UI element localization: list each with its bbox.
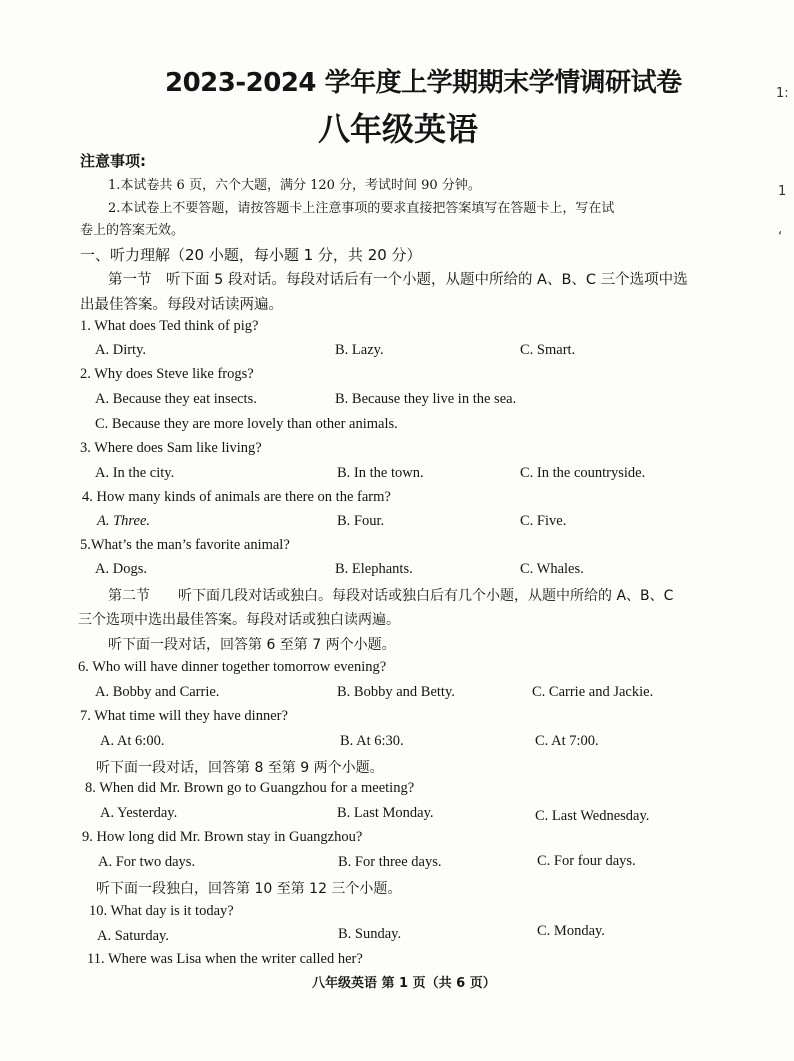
- notice-item-1: 1.本试卷共 6 页，六个大题，满分 120 分，考试时间 90 分钟。: [108, 178, 481, 193]
- question-10-option-a: A. Saturday.: [97, 928, 169, 944]
- question-5: 5.What’s the man’s favorite animal?: [80, 537, 290, 553]
- question-10: 10. What day is it today?: [89, 903, 234, 919]
- question-9-option-a: A. For two days.: [98, 854, 196, 870]
- section1-instruction-line-1: 第一节 听下面 5 段对话。每段对话后有一个小题，从题中所给的 A、B、C 三个选项中选: [108, 272, 688, 288]
- margin-mark: ‘: [778, 230, 783, 245]
- question-8-option-c: C. Last Wednesday.: [535, 808, 650, 824]
- question-2: 2. Why does Steve like frogs?: [80, 366, 254, 382]
- question-9-option-c: C. For four days.: [537, 853, 636, 869]
- question-5-option-a: A. Dogs.: [95, 561, 147, 577]
- notice-item-2-line-1: 2.本试卷上不要答题，请按答题卡上注意事项的要求直接把答案填写在答题卡上，写在试: [108, 201, 615, 216]
- direction-6-7: 听下面一段对话，回答第 6 至第 7 两个小题。: [108, 637, 396, 653]
- question-6-option-c: C. Carrie and Jackie.: [532, 684, 654, 700]
- question-3-option-c: C. In the countryside.: [520, 465, 646, 481]
- page-footer: 八年级英语 第 1 页（共 6 页）: [312, 976, 496, 991]
- question-9-option-b: B. For three days.: [338, 854, 442, 870]
- direction-10-12: 听下面一段独白，回答第 10 至第 12 三个小题。: [96, 881, 402, 897]
- question-6-option-b: B. Bobby and Betty.: [337, 684, 455, 700]
- question-4-option-a: A. Three.: [97, 513, 151, 529]
- question-3-option-b: B. In the town.: [337, 465, 424, 481]
- question-2-option-c: C. Because they are more lovely than other animals.: [95, 416, 398, 432]
- question-6-option-a: A. Bobby and Carrie.: [95, 684, 220, 700]
- question-10-option-c: C. Monday.: [537, 923, 605, 939]
- question-8-option-a: A. Yesterday.: [100, 805, 178, 821]
- section1-instruction-line-2: 出最佳答案。每段对话读两遍。: [80, 297, 283, 313]
- question-7-option-b: B. At 6:30.: [340, 733, 404, 749]
- direction-8-9: 听下面一段对话，回答第 8 至第 9 两个小题。: [96, 760, 384, 776]
- question-10-option-b: B. Sunday.: [338, 926, 402, 942]
- section2-instruction-line-2: 三个选项中选出最佳答案。每段对话或独白读两遍。: [78, 612, 400, 628]
- exam-title: 2023-2024 学年度上学期期末学情调研试卷: [165, 68, 682, 98]
- question-8: 8. When did Mr. Brown go to Guangzhou for a meeting?: [85, 780, 415, 796]
- part1-heading: 一、听力理解（20 小题，每小题 1 分，共 20 分）: [80, 246, 422, 264]
- notice-item-2-line-2: 卷上的答案无效。: [80, 223, 185, 238]
- question-11: 11. Where was Lisa when the writer called her?: [87, 951, 363, 967]
- section2-instruction-line-1: 第二节 听下面几段对话或独白。每段对话或独白后有几个小题，从题中所给的 A、B、C: [108, 588, 674, 604]
- question-2-option-b: B. Because they live in the sea.: [335, 391, 517, 407]
- notice-heading: 注意事项:: [80, 152, 146, 170]
- question-1-option-c: C. Smart.: [520, 342, 576, 358]
- question-3: 3. Where does Sam like living?: [80, 440, 262, 456]
- question-4: 4. How many kinds of animals are there on the farm?: [82, 489, 391, 505]
- question-6: 6. Who will have dinner together tomorrow evening?: [78, 659, 387, 675]
- question-1-option-a: A. Dirty.: [95, 342, 147, 358]
- question-9: 9. How long did Mr. Brown stay in Guangzhou?: [82, 829, 363, 845]
- question-1-option-b: B. Lazy.: [335, 342, 384, 358]
- question-7-option-a: A. At 6:00.: [100, 733, 165, 749]
- question-4-option-c: C. Five.: [520, 513, 567, 529]
- question-5-option-c: C. Whales.: [520, 561, 584, 577]
- question-3-option-a: A. In the city.: [95, 465, 175, 481]
- question-5-option-b: B. Elephants.: [335, 561, 413, 577]
- question-8-option-b: B. Last Monday.: [337, 805, 434, 821]
- question-1: 1. What does Ted think of pig?: [80, 318, 259, 334]
- question-7-option-c: C. At 7:00.: [535, 733, 599, 749]
- margin-mark: 1: [778, 184, 787, 199]
- question-4-option-b: B. Four.: [337, 513, 385, 529]
- question-7: 7. What time will they have dinner?: [80, 708, 288, 724]
- exam-subtitle: 八年级英语: [318, 110, 479, 148]
- margin-mark: 1:: [776, 86, 789, 101]
- question-2-option-a: A. Because they eat insects.: [95, 391, 257, 407]
